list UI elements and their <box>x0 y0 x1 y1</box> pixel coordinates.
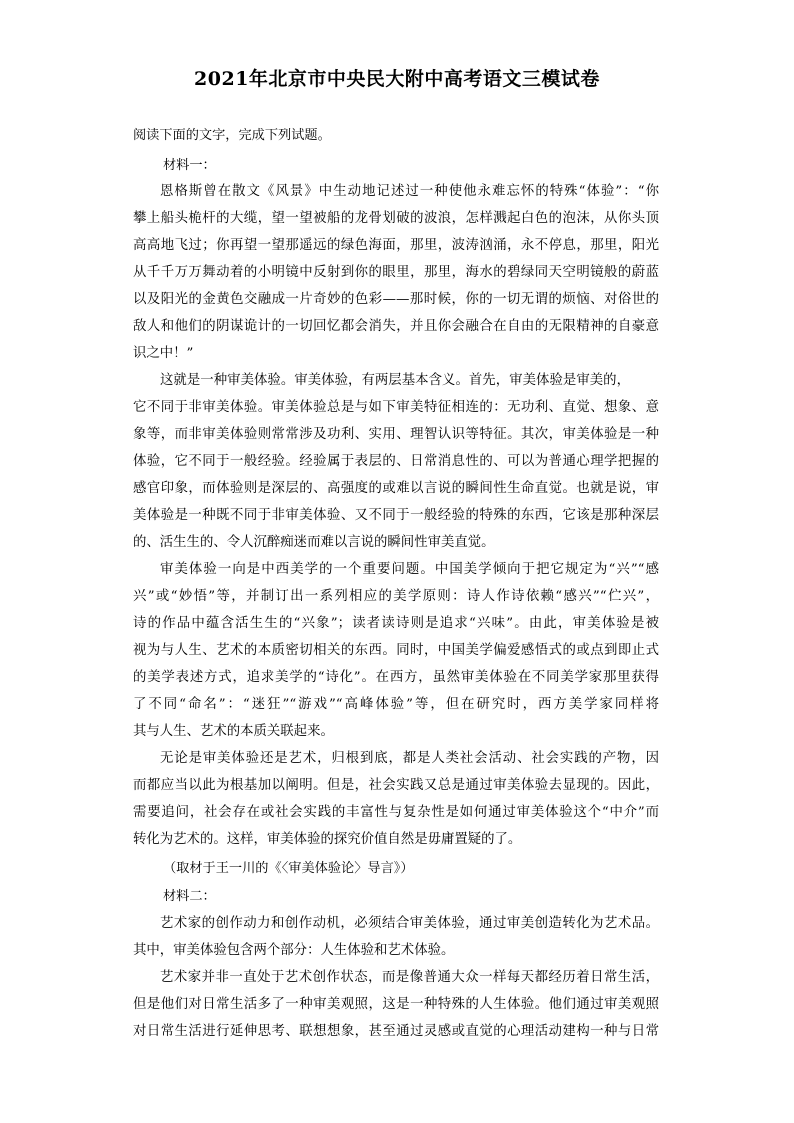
paragraph-line: 攀上船头桅杆的大缆，望一望被船的龙骨划破的波浪，怎样溅起白色的泡沫，从你头顶 <box>133 211 659 226</box>
paragraph-line: 体验，它不同于一般经验。经验属于表层的、日常消息性的、可以为普通心理学把握的 <box>133 454 659 469</box>
instruction-text: 阅读下面的文字，完成下列试题。 <box>133 128 331 143</box>
paragraph-line: 艺术家的创作动力和创作动机，必须结合审美体验，通过审美创造转化为艺术品。 <box>160 916 659 931</box>
paragraph-line: 其中，审美体验包含两个部分：人生体验和艺术体验。 <box>133 943 455 958</box>
page-title: 2021年北京市中央民大附中高考语文三模试卷 <box>194 68 600 90</box>
paragraph-line: 美体验是一种既不同于非审美体验、又不同于一般经验的特殊的东西，它该是那种深层 <box>133 508 659 523</box>
paragraph-line: 转化为艺术的。这样，审美体验的探究价值自然是毋庸置疑的了。 <box>133 832 522 847</box>
paragraph-line: 从千千万万舞动着的小明镜中反射到你的眼里，那里，海水的碧绿同天空明镜般的蔚蓝 <box>133 265 659 280</box>
paragraph-line: 无论是审美体验还是艺术，归根到底，都是人类社会活动、社会实践的产物，因 <box>160 751 659 766</box>
paragraph-line: 象等，而非审美体验则常常涉及功利、实用、理智认识等特征。其次，审美体验是一种 <box>133 427 659 442</box>
material1-label: 材料一： <box>163 158 216 173</box>
paragraph-line: 其与人生、艺术的本质关联起来。 <box>133 724 334 739</box>
paragraph-line: 视为与人生、艺术的本质密切相关的东西。同时，中国美学偏爱感悟式的或点到即止式 <box>133 643 659 658</box>
paragraph-line: 这就是一种审美体验。审美体验，有两层基本含义。首先，审美体验是审美的， <box>160 373 630 388</box>
paragraph-line: 对日常生活进行延伸思考、联想想象，甚至通过灵感或直觉的心理活动建构一种与日常 <box>133 1024 659 1039</box>
paragraph-line: 但是他们对日常生活多了一种审美观照，这是一种特殊的人生体验。他们通过审美观照 <box>133 997 659 1012</box>
paragraph-line: 兴”或“妙悟”等，并制订出一系列相应的美学原则：诗人作诗依赖“感兴”“伫兴”， <box>133 589 659 604</box>
paragraph-line: 诗的作品中蕴含活生生的“兴象”；读者读诗则是追求“兴味”。由此，审美体验是被 <box>133 616 659 631</box>
paragraph-line: 而都应当以此为根基加以阐明。但是，社会实践又总是通过审美体验去显现的。因此， <box>133 778 659 793</box>
source-note: （取材于王一川的《〈审美体验论〉导言》） <box>163 861 414 876</box>
paragraph-line: 它不同于非审美体验。审美体验总是与如下审美特征相连的：无功利、直觉、想象、意 <box>133 400 659 415</box>
paragraph-line: 的、活生生的、令人沉醉痴迷而难以言说的瞬间性审美直觉。 <box>133 535 495 550</box>
paragraph-line: 识之中！” <box>133 346 194 361</box>
paragraph-line: 以及阳光的金黄色交融成一片奇妙的色彩——那时候，你的一切无谓的烦恼、对俗世的 <box>133 292 659 307</box>
paragraph-line: 恩格斯曾在散文《风景》中生动地记述过一种使他永难忘怀的特殊“体验”：“你 <box>160 184 659 199</box>
paragraph-line: 了不同“命名”：“迷狂”“游戏”“高峰体验”等，但在研究时，西方美学家同样将 <box>133 697 659 712</box>
paragraph-line: 审美体验一向是中西美学的一个重要问题。中国美学倾向于把它规定为“兴”“感 <box>160 562 659 577</box>
paragraph-line: 高高地飞过；你再望一望那遥远的绿色海面，那里，波涛汹涌，永不停息，那里，阳光 <box>133 238 659 253</box>
paragraph-line: 感官印象，而体验则是深层的、高强度的或难以言说的瞬间性生命直觉。也就是说，审 <box>133 481 659 496</box>
paragraph-line: 敌人和他们的阴谋诡计的一切回忆都会消失，并且你会融合在自由的无限精神的自豪意 <box>133 319 659 334</box>
paragraph-line: 需要追问，社会存在或社会实践的丰富性与复杂性是如何通过审美体验这个“中介”而 <box>133 805 659 820</box>
paragraph-line: 艺术家并非一直处于艺术创作状态，而是像普通大众一样每天都经历着日常生活， <box>160 970 659 985</box>
material2-label: 材料二： <box>163 889 216 904</box>
paragraph-line: 的美学表述方式，追求美学的“诗化”。在西方，虽然审美体验在不同美学家那里获得 <box>133 670 659 685</box>
